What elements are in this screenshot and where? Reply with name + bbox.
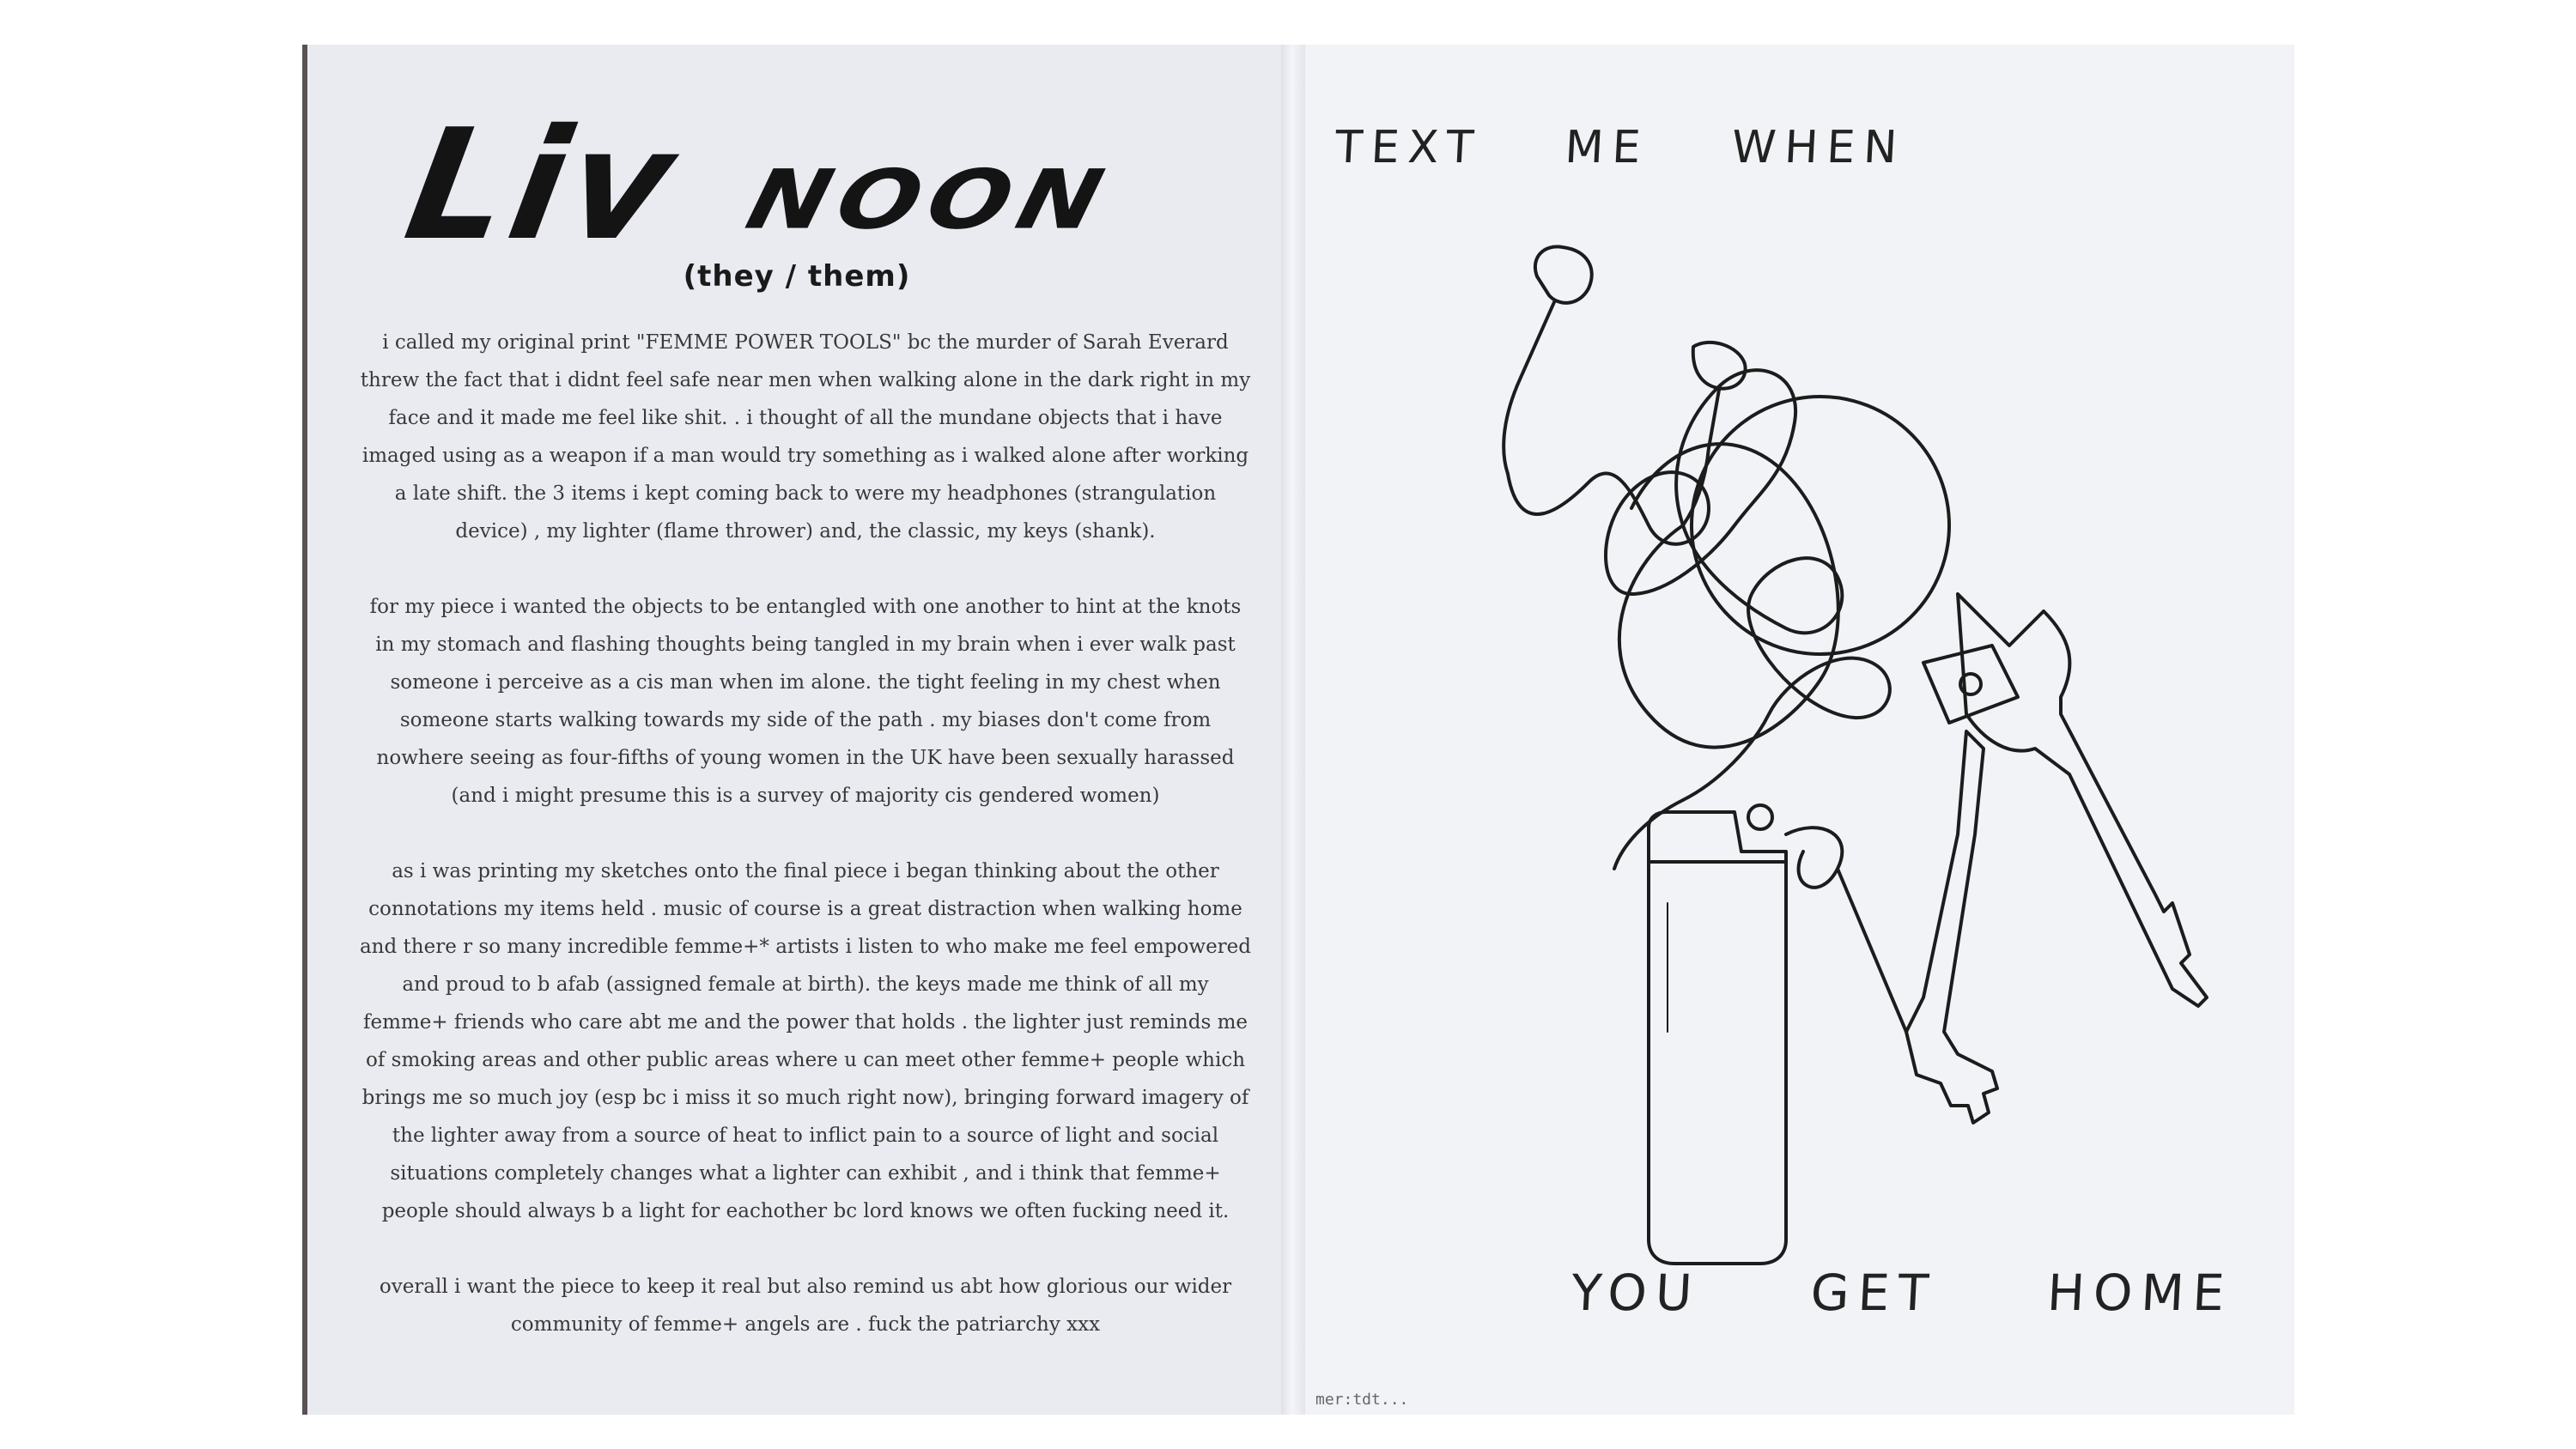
statement-paragraph-2: for my piece i wanted the objects to be entangled with one another to hint at the knots in my stomach and flashing thoughts being tangled in my brain when i ever walk past someone i perceive as a cis man when im alone. the tight feeling in my chest when someone starts walking towards my side of the path . my biases don't come from nowhere seeing as four-fifths of young women in the UK have been sexually harassed (and i might presume this is a survey of majority cis gendered women): [369, 596, 1242, 807]
lighter-wheel-icon: [1748, 805, 1772, 829]
lighter-body-icon: [1649, 862, 1786, 1264]
artist-statement: [359, 324, 1252, 1381]
handwritten-footer: YOU GET HOME: [1570, 1264, 2235, 1322]
headphone-cable: [1508, 370, 1890, 869]
key-small-icon: [1906, 731, 1997, 1123]
key-tag-icon: [1923, 646, 2018, 723]
key-large-icon: [1958, 594, 2207, 1006]
statement-paragraph-3: as i was printing my sketches onto the final piece i began thinking about the other connotations my items held . music of course is a great distraction when walking home and there r so many incredible femme+* artists i listen to who make me feel empowered and proud to b afab (assigned female at birth). the keys made me think of all my femme+ friends who care abt me and the power that holds . the lighter just reminds me of smoking areas and other public areas where u can meet other femme+ people which brings me so much joy (esp bc i miss it so much right now), bringing forward imagery of the lighter away from a source of heat to inflict pain to a source of light and social situations completely changes what a lighter can exhibit , and i think that femme+ people should always b a light for eachother bc lord knows we often fucking need it.: [359, 860, 1252, 1222]
lighter-keychain: [1786, 828, 1906, 1032]
lighter-cap-icon: [1649, 812, 1786, 862]
zine-spread: [302, 45, 2294, 1415]
headphone-cable-loop: [1619, 444, 1838, 747]
statement-paragraph-4: overall i want the piece to keep it real but also remind us abt how glorious our wider community of femme+ angels are . fuck the patriarchy xxx: [379, 1276, 1232, 1336]
left-page: [302, 45, 1281, 1415]
artist-name: [394, 96, 1200, 274]
artist-first-name: Liv: [394, 96, 691, 274]
artist-last-name: NOON: [738, 152, 1121, 248]
statement-paragraph-1: i called my original print "FEMME POWER TOOLS" bc the murder of Sarah Everard threw the fact that i didnt feel safe near men when walking alone in the dark right in my face and it made me feel like shit. . i thought of all the mundane objects that i have imaged using as a weapon if a man would try something as i walked alone after working a late shift. the 3 items i kept coming back to were my headphones (strangulation device) , my lighter (flame thrower) and, the classic, my keys (shank).: [360, 331, 1251, 543]
headphones-lighter-keys-drawing-icon: [1305, 45, 2294, 1415]
handwritten-heading: TEXT ME WHEN: [1334, 122, 1907, 173]
page-corner-mark: mer:tdt...: [1315, 1391, 1409, 1409]
pronouns: (they / them): [683, 259, 911, 294]
book-gutter: [1281, 45, 1305, 1415]
earbud-left-icon: [1504, 246, 1592, 474]
earbud-right-icon: [1683, 343, 1746, 525]
